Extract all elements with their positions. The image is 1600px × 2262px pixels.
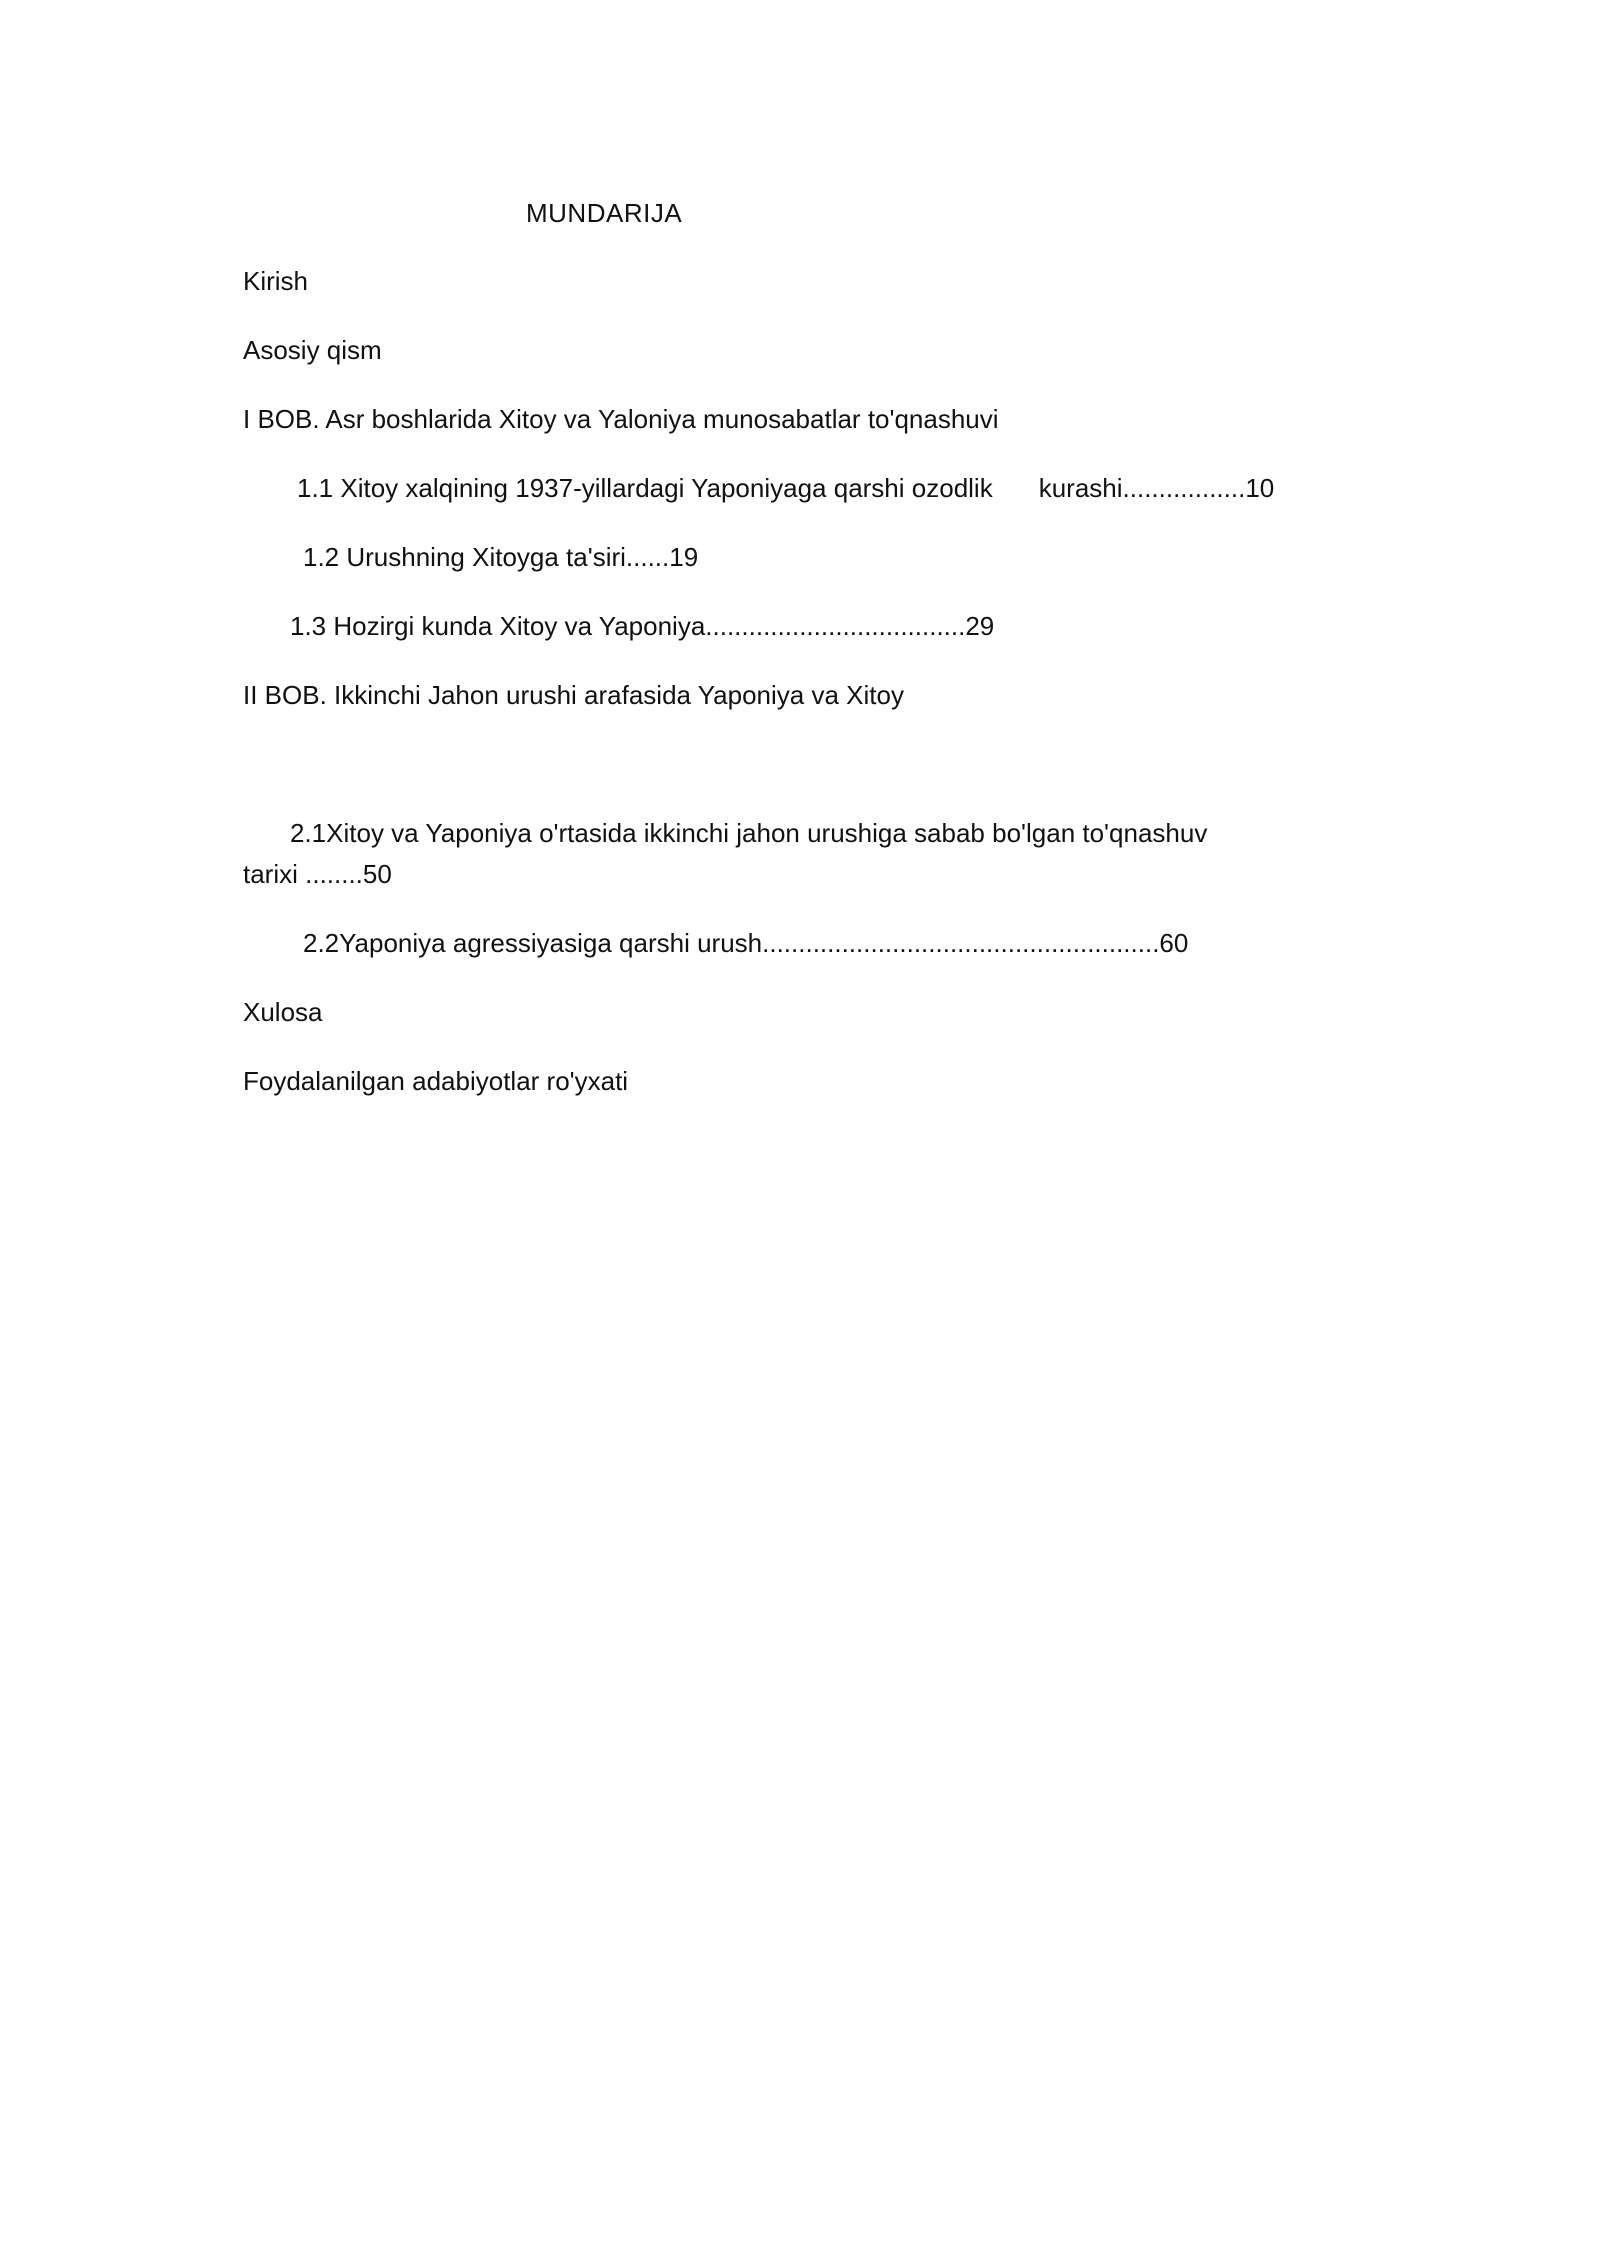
toc-entry-references: Foydalanilgan adabiyotlar ro'yxati bbox=[243, 1066, 629, 1096]
toc-section-1-1 bbox=[297, 471, 1274, 505]
toc-section-2-2: 2.2Yaponiya agressiyasiga qarshi urush.......................................................60 bbox=[303, 928, 1189, 958]
toc-section-1-1-page: kurashi.................10 bbox=[1038, 473, 1275, 503]
toc-chapter-2: II BOB. Ikkinchi Jahon urushi arafasida Yaponiya va Xitoy bbox=[243, 680, 904, 710]
toc-chapter-1: I BOB. Asr boshlarida Xitoy va Yaloniya munosabatlar to'qnashuvi bbox=[243, 404, 999, 434]
toc-entry-xulosa: Xulosa bbox=[243, 997, 323, 1027]
toc-entry-asosiy-qism: Asosiy qism bbox=[243, 335, 382, 365]
toc-section-1-1-title: 1.1 Xitoy xalqining 1937-yillardagi Yaponiyaga qarshi ozodlik bbox=[297, 473, 993, 503]
page-title: MUNDARIJA bbox=[526, 198, 683, 228]
toc-section-2-1-line2: tarixi ........50 bbox=[243, 859, 392, 889]
toc-entry-kirish: Kirish bbox=[243, 266, 309, 296]
toc-section-2-1-line1: 2.1Xitoy va Yaponiya o'rtasida ikkinchi jahon urushiga sabab bo'lgan to'qnashuv bbox=[290, 818, 1208, 848]
toc-section-1-3: 1.3 Hozirgi kunda Xitoy va Yaponiya....................................29 bbox=[290, 611, 995, 641]
toc-section-1-2: 1.2 Urushning Xitoyga ta'siri......19 bbox=[303, 542, 699, 572]
